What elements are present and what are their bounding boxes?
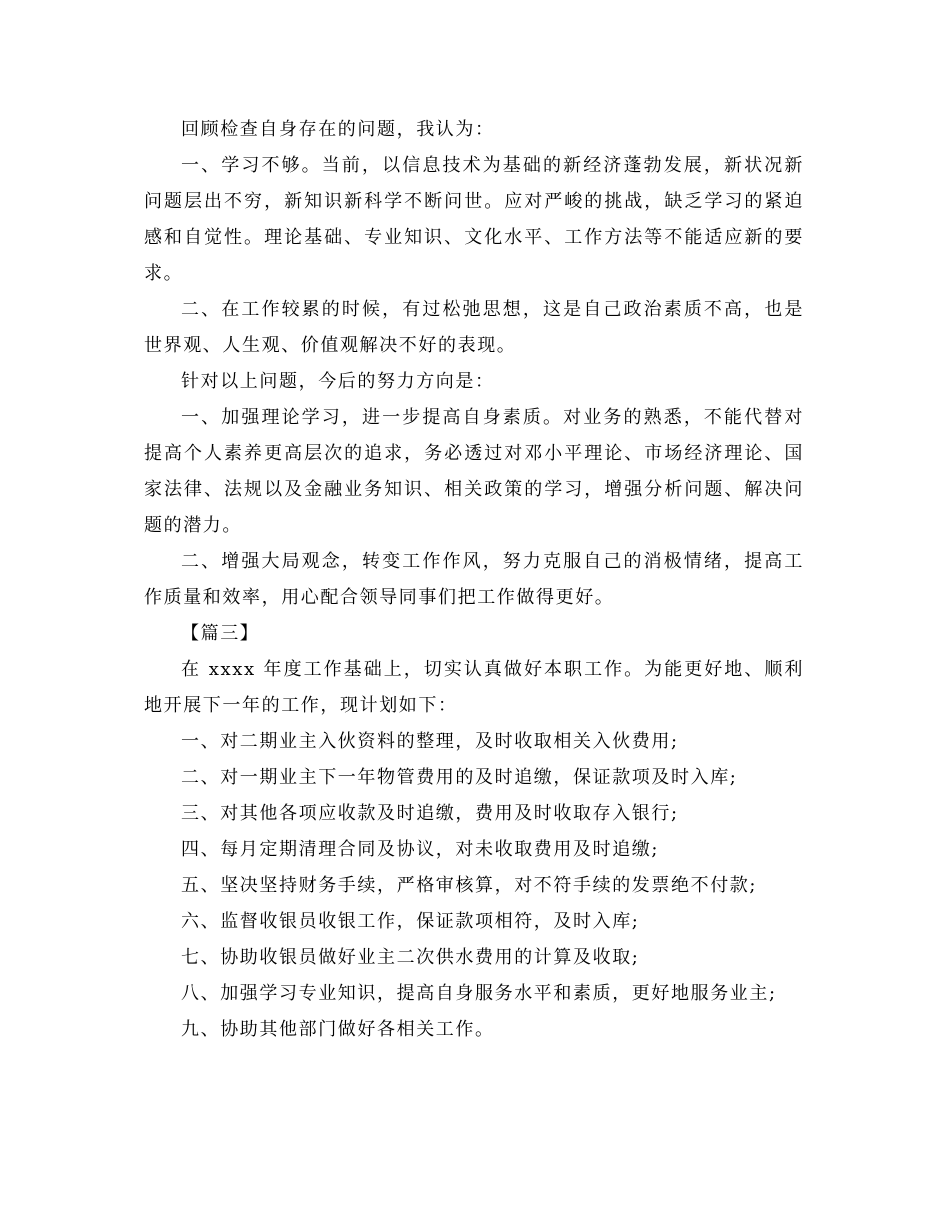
list-item: 四、每月定期清理合同及协议，对未收取费用及时追缴; [181, 839, 660, 860]
list-item: 二、对一期业主下一年物管费用的及时追缴，保证款项及时入库; [181, 767, 738, 788]
section-heading-part-three: 【篇三】 [181, 623, 260, 644]
list-item: 五、坚决坚持财务手续，严格审核算，对不符手续的发票绝不付款; [181, 875, 758, 896]
list-item: 九、协助其他部门做好各相关工作。 [181, 1019, 495, 1040]
paragraph-problem-learning: 一、学习不够。当前，以信息技术为基础的新经济蓬勃发展，新状况新问题层出不穷，新知识新科学不断问世。应对严峻的挑战，缺乏学习的紧迫感和自觉性。理论基础、专业知识、文化水平、工作方法等不能适应新的要求。 [144, 155, 804, 284]
paragraph-direction-intro: 针对以上问题，今后的努力方向是： [181, 371, 495, 392]
list-item: 一、对二期业主入伙资料的整理，及时收取相关入伙费用; [181, 731, 679, 752]
list-item: 七、协助收银员做好业主二次供水费用的计算及收取; [181, 947, 640, 968]
paragraph-direction-theory: 一、加强理论学习，进一步提高自身素质。对业务的熟悉，不能代替对提高个人素养更高层次的追求，务必透过对邓小平理论、市场经济理论、国家法律、法规以及金融业务知识、相关政策的学习，增强分析问题、解决问题的潜力。 [144, 407, 804, 536]
paragraph-review-intro: 回顾检查自身存在的问题，我认为： [181, 119, 495, 140]
document-body [144, 112, 804, 1048]
paragraph-direction-overall: 二、增强大局观念，转变工作作风，努力克服自己的消极情绪，提高工作质量和效率，用心配合领导同事们把工作做得更好。 [144, 551, 804, 608]
list-item: 八、加强学习专业知识，提高自身服务水平和素质，更好地服务业主; [181, 983, 777, 1004]
list-item: 六、监督收银员收银工作，保证款项相符，及时入库; [181, 911, 640, 932]
paragraph-plan-intro: 在 xxxx 年度工作基础上，切实认真做好本职工作。为能更好地、顺利地开展下一年的工作，现计划如下： [144, 659, 804, 716]
list-item: 三、对其他各项应收款及时追缴，费用及时收取存入银行; [181, 803, 679, 824]
paragraph-problem-attitude: 二、在工作较累的时候，有过松弛思想，这是自己政治素质不高，也是世界观、人生观、价值观解决不好的表现。 [144, 299, 804, 356]
